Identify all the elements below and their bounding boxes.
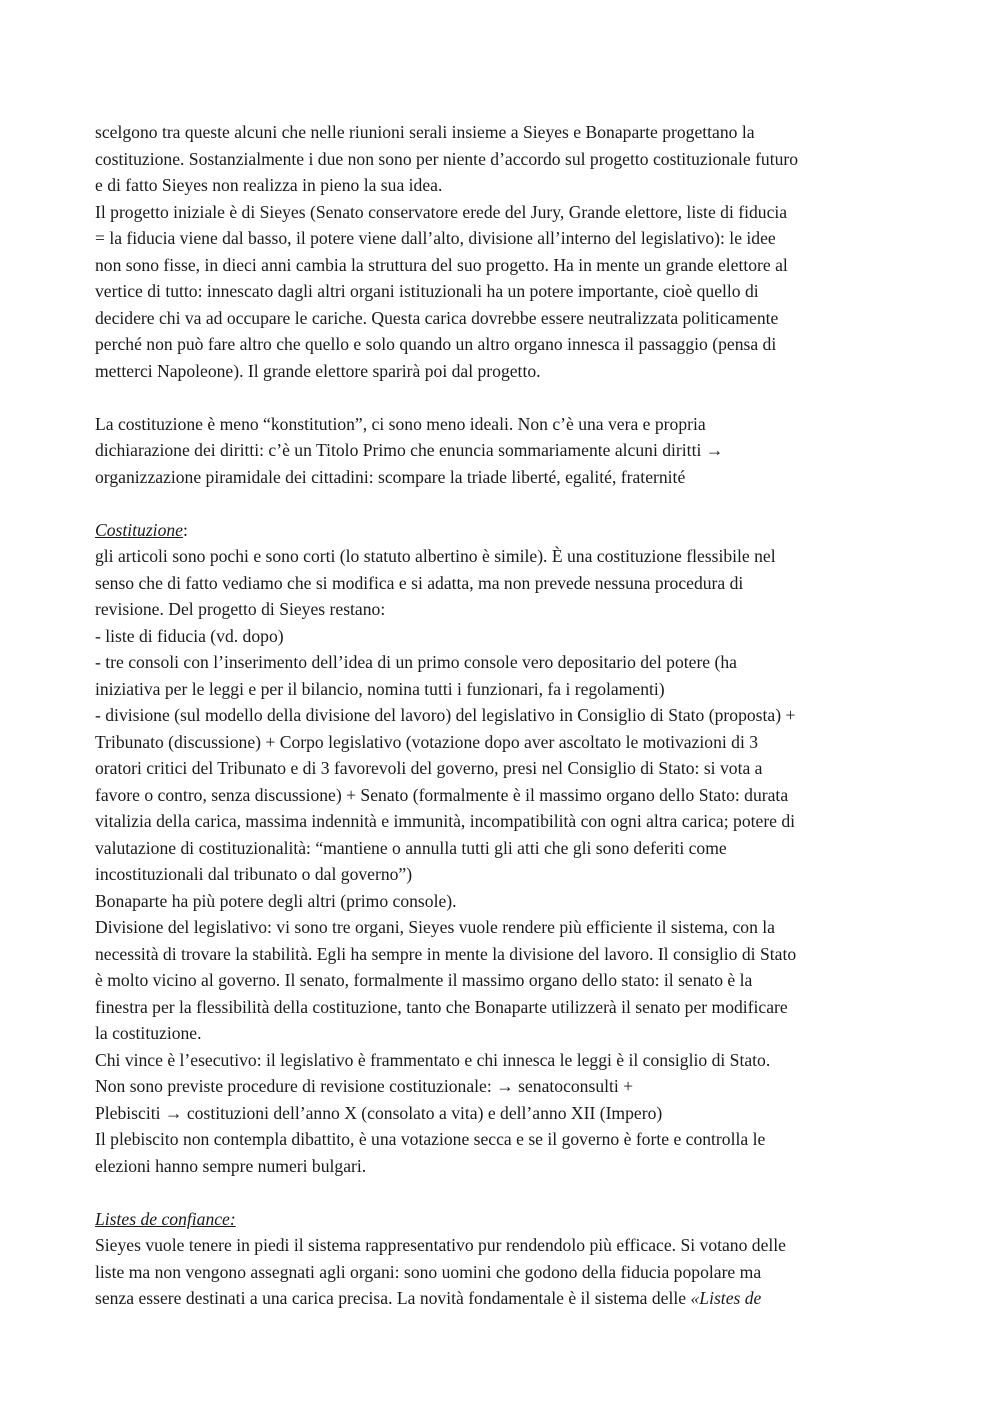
text-line: Tribunato (discussione) + Corpo legislativo (votazione dopo aver ascoltato le motivazioni di 3 — [95, 731, 759, 752]
text-segment: senza essere destinati a una carica precisa. La novità fondamentale è il sistema delle — [95, 1288, 691, 1308]
text-line: senso che di fatto vediamo che si modifica e si adatta, ma non prevede nessuna procedura di — [95, 572, 744, 593]
paragraph-intro — [95, 119, 907, 384]
heading-colon: : — [182, 519, 188, 540]
text-line: Bonaparte ha più potere degli altri (primo console). — [95, 890, 457, 911]
blank-line — [95, 490, 907, 517]
text-line: vitalizia della carica, massima indennità e immunità, incompatibilità con ogni altra carica; potere di — [95, 811, 796, 831]
section-heading — [95, 517, 907, 544]
list-item: - liste di fiducia (vd. dopo) — [95, 625, 284, 646]
text-line: metterci Napoleone). Il grande elettore sparirà poi dal progetto. — [95, 360, 541, 381]
text-line: scelgono tra queste alcuni che nelle riunioni serali insieme a Sieyes e Bonaparte progettano la — [95, 122, 755, 142]
paragraph-konstitution — [95, 411, 907, 491]
text-line: revisione. Del progetto di Sieyes restano: — [95, 599, 386, 619]
section-heading — [95, 1206, 907, 1233]
list-item: - divisione (sul modello della divisione del lavoro) del legislativo in Consiglio di Stato (proposta) + — [95, 705, 796, 725]
text-line: è molto vicino al governo. Il senato, formalmente il massimo organo dello stato: il senato è la — [95, 970, 753, 990]
blank-line — [95, 1179, 907, 1206]
text-line: perché non può fare altro che quello e solo quando un altro organo innesca il passaggio (pensa di — [95, 334, 777, 354]
text-line: Divisione del legislativo: vi sono tre organi, Sieyes vuole rendere più efficiente il sistema, con la — [95, 917, 775, 937]
section-listes-de-confiance — [95, 1206, 907, 1312]
text-line: costituzione. Sostanzialmente i due non sono per niente d’accordo sul progetto costituzionale futuro — [95, 148, 799, 169]
text-line: favore o contro, senza discussione) + Senato (formalmente è il massimo organo dello Stato: durata — [95, 784, 789, 805]
text-line: Chi vince è l’esecutivo: il legislativo è frammentato e chi innesca le leggi è il consiglio di Stato. — [95, 1049, 771, 1070]
text-line: Il progetto iniziale è di Sieyes (Senato conservatore erede del Jury, Grande elettore, liste di fiducia — [95, 201, 788, 222]
text-line: Non sono previste procedure di revisione costituzionale: → senatoconsulti + — [95, 1076, 634, 1096]
text-line: e di fatto Sieyes non realizza in pieno la sua idea. — [95, 175, 443, 195]
text-line: incostituzionali dal tribunato o dal governo”) — [95, 864, 413, 884]
text-line: Il plebiscito non contempla dibattito, è una votazione secca e se il governo è forte e controlla le — [95, 1129, 766, 1149]
text-line: necessità di trovare la stabilità. Egli ha sempre in mente la divisione del lavoro. Il consiglio di Stato — [95, 943, 797, 964]
list-item: - tre consoli con l’inserimento dell’idea di un primo console vero depositario del potere (ha — [95, 652, 737, 672]
text-line: decidere chi va ad occupare le cariche. Questa carica dovrebbe essere neutralizzata politicamente — [95, 307, 779, 328]
text-line: = la fiducia viene dal basso, il potere viene dall’alto, divisione all’interno del legislativo): le idee — [95, 228, 776, 248]
text-line: Plebisciti → costituzioni dell’anno X (consolato a vita) e dell’anno XII (Impero) — [95, 1102, 663, 1123]
text-line: gli articoli sono pochi e sono corti (lo statuto albertino è simile). È una costituzione flessibile nel — [95, 546, 776, 566]
document-page — [95, 119, 907, 1312]
text-line: Sieyes vuole tenere in piedi il sistema rappresentativo pur rendendolo più efficace. Si votano delle — [95, 1235, 786, 1255]
text-line: organizzazione piramidale dei cittadini: scompare la triade liberté, egalité, fraternité — [95, 466, 686, 487]
text-line: liste ma non vengono assegnati agli organi: sono uomini che godono della fiducia popolare ma — [95, 1261, 762, 1282]
text-line: non sono fisse, in dieci anni cambia la struttura del suo progetto. Ha in mente un grande elettore al — [95, 254, 788, 275]
text-line: La costituzione è meno “konstitution”, ci sono meno ideali. Non c’è una vera e propria — [95, 413, 706, 434]
text-line: finestra per la flessibilità della costituzione, tanto che Bonaparte utilizzerà il senato per modificare — [95, 996, 788, 1017]
text-line: la costituzione. — [95, 1023, 202, 1043]
text-line: iniziativa per le leggi e per il bilancio, nomina tutti i funzionari, fa i regolamenti) — [95, 678, 665, 699]
heading-listes-de-confiance: Listes de confiance: — [95, 1208, 236, 1229]
text-line: dichiarazione dei diritti: c’è un Titolo Primo che enuncia sommariamente alcuni diritti → — [95, 440, 724, 460]
text-line: oratori critici del Tribunato e di 3 favorevoli del governo, presi nel Consiglio di Stato: si vota a — [95, 758, 763, 778]
italic-term: «Listes de — [690, 1288, 762, 1308]
blank-line — [95, 384, 907, 411]
section-costituzione — [95, 517, 907, 1180]
text-line: valutazione di costituzionalità: “mantiene o annulla tutti gli atti che gli sono deferiti come — [95, 837, 727, 858]
text-line: vertice di tutto: innescato dagli altri organi istituzionali ha un potere importante, cioè quello di — [95, 281, 759, 301]
text-line — [95, 1285, 907, 1312]
text-line: elezioni hanno sempre numeri bulgari. — [95, 1155, 367, 1176]
heading-costituzione: Costituzione — [95, 519, 183, 540]
